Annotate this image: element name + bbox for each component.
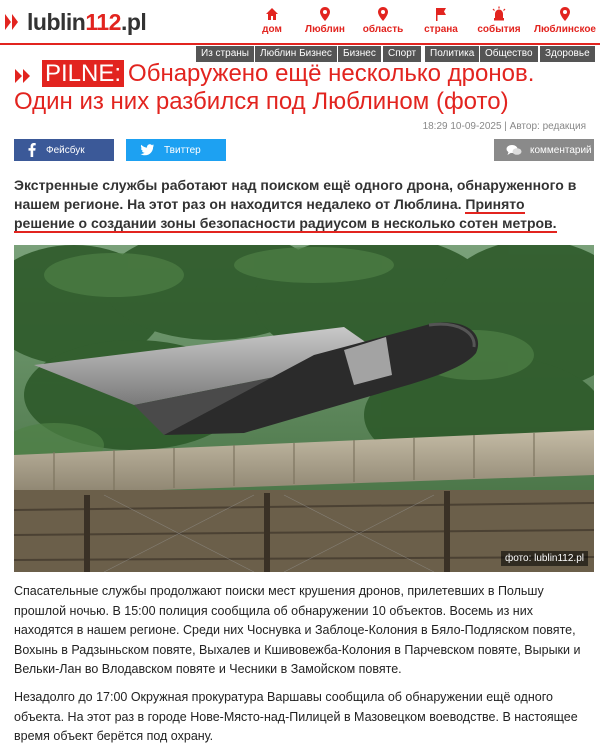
share-twitter-button[interactable] — [126, 139, 226, 161]
flag-icon — [414, 6, 468, 22]
category-health[interactable]: Здоровье — [540, 46, 595, 62]
siren-icon — [472, 6, 526, 22]
logo-mark-icon — [2, 11, 24, 33]
article-paragraph: Спасательные службы продолжают поиски мест крушения дронов, прилетевших в Польшу прошлой ночью. В 15:00 полиция сообщила об обнаружении 10 объектов. Восемь из них находятся в нашем регионе. Среди них Чоснувка и Заблоце-Колония в Бяло-Подляском повяте, Вохынь в Радзыньском повяте, Выхалев и Кшивовежба-Колония в Парчевском повяте, Вырыки и Вельки-Лан во Влодавском повяте и Чесники в Замойском повяте. — [14, 584, 581, 677]
category-business[interactable]: Бизнес — [338, 46, 381, 62]
article-paragraph: Незадолго до 17:00 Окружная прокуратура Варшавы сообщила об обнаружении ещё одного объекта. На этот раз в городе Нове-Място-над-Пилицей в Мазовецком воеводстве. В настоящее время объект берётся под охрану. — [14, 689, 578, 744]
category-from-country[interactable]: Из страны — [196, 46, 254, 62]
nav-lubelskie[interactable] — [530, 6, 600, 35]
comments-icon — [506, 144, 522, 157]
share-facebook-button[interactable] — [14, 139, 114, 161]
nav-lublin[interactable] — [298, 6, 352, 35]
map-pin-icon — [298, 6, 352, 22]
site-header — [0, 0, 600, 44]
nav-country[interactable] — [414, 6, 468, 35]
map-pin-icon — [530, 6, 600, 22]
breaking-arrow-icon — [14, 64, 40, 82]
facebook-icon — [28, 143, 36, 157]
category-lublin-business[interactable]: Люблин Бизнес — [255, 46, 337, 62]
nav-region[interactable] — [356, 6, 410, 35]
nav-home[interactable] — [250, 6, 294, 35]
logo-text: lublin112.pl — [27, 8, 147, 35]
nav-lubelskie-label: Люблинское — [534, 24, 596, 35]
twitter-icon — [140, 144, 154, 156]
map-pin-icon — [356, 6, 410, 22]
drone-photo-image — [14, 245, 594, 572]
header-divider — [0, 43, 600, 45]
article-title — [14, 60, 594, 116]
category-politics[interactable]: Политика — [425, 46, 479, 62]
article-meta: 18:29 10-09-2025 | Автор: редакция — [422, 121, 586, 132]
home-icon — [250, 6, 294, 22]
nav-region-label: область — [362, 24, 404, 35]
category-society[interactable]: Общество — [480, 46, 538, 62]
photo-credit: фото: lublin112.pl — [501, 551, 588, 566]
breaking-badge: PILNE: — [42, 60, 124, 87]
article-lead-highlight[interactable]: Принято решение о создании зоны безопасности радиусом в несколько сотен метров. — [14, 196, 557, 231]
nav-home-label: дом — [262, 24, 282, 35]
article-lead-text: Экстренные службы работают над поиском ещё одного дрона, обнаруженного в нашем регионе. На этот раз он находится недалеко от Люблина. — [14, 177, 577, 212]
comments-button[interactable] — [494, 139, 594, 161]
share-twitter-label: Твиттер — [164, 144, 201, 156]
site-logo[interactable] — [2, 8, 146, 36]
article-photo[interactable] — [14, 245, 594, 572]
nav-lublin-label: Люблин — [305, 24, 345, 35]
share-facebook-label: Фейсбук — [46, 144, 85, 156]
nav-events[interactable] — [472, 6, 526, 35]
nav-country-label: страна — [424, 24, 458, 35]
category-sport[interactable]: Спорт — [383, 46, 421, 62]
article-title-text: Обнаружено ещё несколько дронов. Один из них разбился под Люблином (фото) — [14, 60, 535, 115]
top-navigation — [246, 6, 600, 35]
article-body — [14, 582, 592, 755]
nav-events-label: события — [477, 24, 521, 35]
comments-label: комментарий — [530, 144, 592, 156]
article-lead — [14, 176, 584, 233]
